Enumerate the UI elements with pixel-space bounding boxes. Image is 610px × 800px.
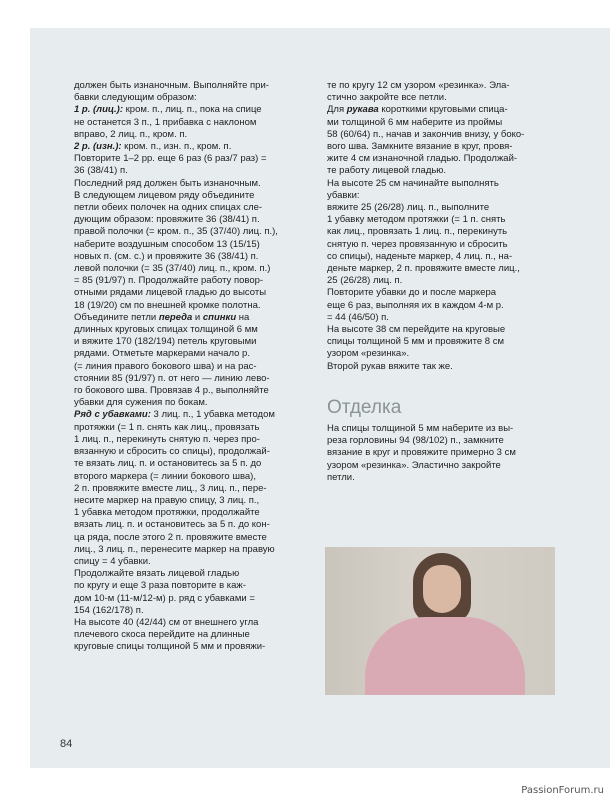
photo-pink-sweater xyxy=(365,617,525,695)
text-line xyxy=(327,190,565,202)
text-run: правой полочки (= кром. п., 35 (37/40) лиц. п.), xyxy=(74,226,278,238)
text-line xyxy=(74,287,314,299)
text-run: отными рядами лицевой гладью до высоты xyxy=(74,287,267,299)
section-heading-finishing: Отделка xyxy=(327,397,402,418)
text-line xyxy=(74,641,314,653)
text-run: Продолжайте вязать лицевой гладью xyxy=(74,568,240,580)
text-line xyxy=(327,275,565,287)
text-line xyxy=(327,251,565,263)
text-run: еще 6 раз, выполняя их в каждом 4-м р. xyxy=(327,299,504,311)
text-line xyxy=(74,251,314,263)
text-line xyxy=(74,373,314,385)
left-text-column xyxy=(74,80,314,654)
text-run: длинных круговых спицах толщиной 6 мм xyxy=(74,324,258,336)
text-run: ца ряда, после этого 2 п. провяжите вместе xyxy=(74,531,267,543)
text-run: не останется 3 п., 1 прибавка с наклоном xyxy=(74,116,257,128)
text-run: Повторите 1–2 рр. еще 6 раз (6 раз/7 раз) = xyxy=(74,153,267,165)
text-line xyxy=(327,226,565,238)
right-text-column xyxy=(327,80,565,373)
text-run: дом 10-м (11-м/12-м) р. ряд с убавками = xyxy=(74,592,255,604)
text-line xyxy=(74,117,314,129)
text-run: левой полочки (= 35 (37/40) лиц. п., кром. п.) xyxy=(74,263,271,275)
text-line xyxy=(74,312,314,324)
text-line xyxy=(327,348,565,360)
row-label: 1 р. (лиц.): xyxy=(74,104,123,116)
text-run: и xyxy=(192,311,203,323)
text-run: рядами. Отметьте маркерами начало р. xyxy=(74,348,250,360)
text-run: убавки: xyxy=(327,189,360,201)
text-run: те вязать лиц. п. и остановитесь за 5 п. до xyxy=(74,458,262,470)
text-line xyxy=(74,434,314,446)
text-run: короткими круговыми спица- xyxy=(378,104,508,116)
text-run: петли обеих полочек на одних спицах сле- xyxy=(74,202,263,214)
text-line xyxy=(74,214,314,226)
text-line xyxy=(327,287,565,299)
row-label: 2 р. (изн.): xyxy=(74,141,122,153)
text-run: как лиц., провязать 1 лиц. п., перекинуть xyxy=(327,226,508,238)
text-run: 58 (60/64) п., начав и закончив внизу, у боко- xyxy=(327,128,525,140)
text-line xyxy=(74,507,314,519)
text-run: го бокового шва. Провязав 4 р., выполняйте xyxy=(74,385,269,397)
row-label: Ряд с убавками: xyxy=(74,409,151,421)
text-line xyxy=(327,263,565,275)
text-line xyxy=(327,361,565,373)
emphasis-text: переда xyxy=(158,311,193,323)
text-line xyxy=(74,617,314,629)
text-line xyxy=(327,153,565,165)
text-line xyxy=(74,190,314,202)
text-run: Последний ряд должен быть изнаночным. xyxy=(74,177,261,189)
finishing-line: вязание в круг и провяжите примерно 3 см xyxy=(327,447,516,459)
text-run: вого шва. Замкните вязание в круг, провя- xyxy=(327,141,513,153)
text-line xyxy=(74,239,314,251)
text-run: 1 лиц. п., перекинуть снятую п. через про- xyxy=(74,433,260,445)
text-run: те по кругу 12 см узором «резинка». Эла- xyxy=(327,80,510,91)
text-run: те работу лицевой гладью. xyxy=(327,165,447,177)
text-line xyxy=(74,300,314,312)
text-run: 154 (162/178) п. xyxy=(74,604,144,616)
text-line xyxy=(74,556,314,568)
text-line xyxy=(327,312,565,324)
text-line xyxy=(327,117,565,129)
text-run: протяжки (= 1 п. снять как лиц., провязать xyxy=(74,421,260,433)
text-run: (= линия правого бокового шва) и на рас- xyxy=(74,360,257,372)
text-line xyxy=(327,324,565,336)
text-line xyxy=(74,446,314,458)
text-run: На высоте 40 (42/44) см от внешнего угла xyxy=(74,616,259,628)
text-run: лиц., 3 лиц. п., перенесите маркер на правую xyxy=(74,543,275,555)
text-run: 1 убавку методом протяжки (= 1 п. снять xyxy=(327,214,506,226)
text-run: Повторите убавки до и после маркера xyxy=(327,287,497,299)
text-run: Второй рукав вяжите так же. xyxy=(327,360,453,372)
text-line xyxy=(327,214,565,226)
text-run: 3 лиц. п., 1 убавка методом xyxy=(150,409,275,421)
text-run: ми толщиной 6 мм наберите из проймы xyxy=(327,116,503,128)
text-run: второго маркера (= линии бокового шва), xyxy=(74,470,256,482)
model-photo xyxy=(325,547,555,695)
text-run: спицу = 4 убавки. xyxy=(74,555,151,567)
text-line xyxy=(74,519,314,531)
emphasis-text: спинки xyxy=(202,311,237,323)
text-run: плечевого скоса перейдите на длинные xyxy=(74,629,250,641)
text-run: спицы толщиной 5 мм и провяжите 8 см xyxy=(327,336,504,348)
text-run: круговые спицы толщиной 5 мм и провяжи- xyxy=(74,641,266,653)
text-run: стоянии 85 (91/97) п. от него — линию лево- xyxy=(74,372,270,384)
text-run: бавки следующим образом: xyxy=(74,92,197,104)
emphasis-text: рукава xyxy=(346,104,379,116)
text-run: вправо, 2 лиц. п., кром. п. xyxy=(74,128,188,140)
text-run: 25 (26/28) лиц. п. xyxy=(327,275,403,287)
text-run: кром. п., лиц. п., пока на спице xyxy=(122,104,262,116)
text-line xyxy=(74,92,314,104)
text-run: вяжите 25 (26/28) лиц. п., выполните xyxy=(327,202,490,214)
text-line xyxy=(74,605,314,617)
text-run: узором «резинка». xyxy=(327,348,410,360)
text-line xyxy=(327,202,565,214)
text-run: 36 (38/41) п. xyxy=(74,165,128,177)
text-run: вязанную и сбросить со спицы), продолжай- xyxy=(74,446,270,458)
text-line xyxy=(327,300,565,312)
text-run: кром. п., изн. п., кром. п. xyxy=(121,141,232,153)
text-run: жите 4 см изнаночной гладью. Продолжай- xyxy=(327,153,518,165)
text-run: 18 (19/20) см по внешней кромке полотна. xyxy=(74,299,261,311)
text-run: со спицы), наденьте маркер, 4 лиц. п., на- xyxy=(327,250,513,262)
text-line xyxy=(74,104,314,116)
text-run: убавки для сужения по бокам. xyxy=(74,397,208,409)
text-run: на xyxy=(236,311,250,323)
text-run: 2 п. провяжите вместе лиц., 3 лиц. п., пере- xyxy=(74,482,267,494)
text-run: новых п. (см. с.) и провяжите 36 (38/41) п. xyxy=(74,250,259,262)
text-run: вязать лиц. п. и остановитесь за 5 п. до кон- xyxy=(74,519,270,531)
text-run: = 44 (46/50) п. xyxy=(327,311,389,323)
text-run: по кругу и еще 3 раза повторите в каж- xyxy=(74,580,246,592)
text-line xyxy=(327,239,565,251)
text-run: Для xyxy=(327,104,347,116)
text-line xyxy=(74,153,314,165)
text-line xyxy=(74,165,314,177)
text-line xyxy=(74,263,314,275)
finishing-line: На спицы толщиной 5 мм наберите из вы- xyxy=(327,423,514,434)
text-line xyxy=(74,544,314,556)
text-line xyxy=(74,178,314,190)
text-line xyxy=(327,80,565,92)
text-line xyxy=(327,104,565,116)
text-line xyxy=(74,336,314,348)
text-run: деньте маркер, 2 п. провяжите вместе лиц., xyxy=(327,263,520,275)
text-run: На высоте 38 см перейдите на круговые xyxy=(327,324,506,336)
text-line xyxy=(74,483,314,495)
text-line xyxy=(327,165,565,177)
text-line xyxy=(327,141,565,153)
text-run: = 85 (91/97) п. Продолжайте работу повор- xyxy=(74,275,264,287)
text-line xyxy=(74,568,314,580)
text-line xyxy=(74,580,314,592)
text-line xyxy=(74,422,314,434)
text-line xyxy=(74,361,314,373)
text-line xyxy=(74,80,314,92)
text-line xyxy=(74,532,314,544)
text-line xyxy=(74,348,314,360)
text-line xyxy=(327,92,565,104)
text-line xyxy=(74,593,314,605)
text-run: несите маркер на правую спицу, 3 лиц. п., xyxy=(74,494,260,506)
text-line xyxy=(327,178,565,190)
text-run: Объедините петли xyxy=(74,311,159,323)
text-run: стично закройте все петли. xyxy=(327,92,447,104)
text-run: должен быть изнаночным. Выполняйте при- xyxy=(74,80,269,91)
text-run: снятую п. через провязанную и сбросить xyxy=(327,238,508,250)
text-run: На высоте 25 см начинайте выполнять xyxy=(327,177,499,189)
finishing-line: реза горловины 94 (98/102) п., замкните xyxy=(327,435,504,447)
text-line xyxy=(74,275,314,287)
text-line xyxy=(74,141,314,153)
text-line xyxy=(74,629,314,641)
watermark: PassionForum.ru xyxy=(521,785,604,796)
text-run: В следующем лицевом ряду объедините xyxy=(74,189,255,201)
text-line xyxy=(74,226,314,238)
text-line xyxy=(74,471,314,483)
text-run: 1 убавка методом протяжки, продолжайте xyxy=(74,507,260,519)
text-line xyxy=(74,458,314,470)
text-run: наберите воздушным способом 13 (15/15) xyxy=(74,238,260,250)
text-run: дующим образом: провяжите 36 (38/41) п. xyxy=(74,214,260,226)
finishing-line: петли. xyxy=(327,471,355,483)
text-line xyxy=(327,336,565,348)
photo-face xyxy=(423,565,461,613)
finishing-line: узором «резинка». Эластично закройте xyxy=(327,459,501,471)
text-line xyxy=(74,409,314,421)
text-line xyxy=(327,129,565,141)
text-run: и вяжите 170 (182/194) петель круговыми xyxy=(74,336,257,348)
finishing-text xyxy=(327,423,565,484)
text-line xyxy=(74,495,314,507)
page-number: 84 xyxy=(60,738,73,750)
text-line xyxy=(74,324,314,336)
text-line xyxy=(74,385,314,397)
text-line xyxy=(74,202,314,214)
text-line xyxy=(74,397,314,409)
text-line xyxy=(74,129,314,141)
